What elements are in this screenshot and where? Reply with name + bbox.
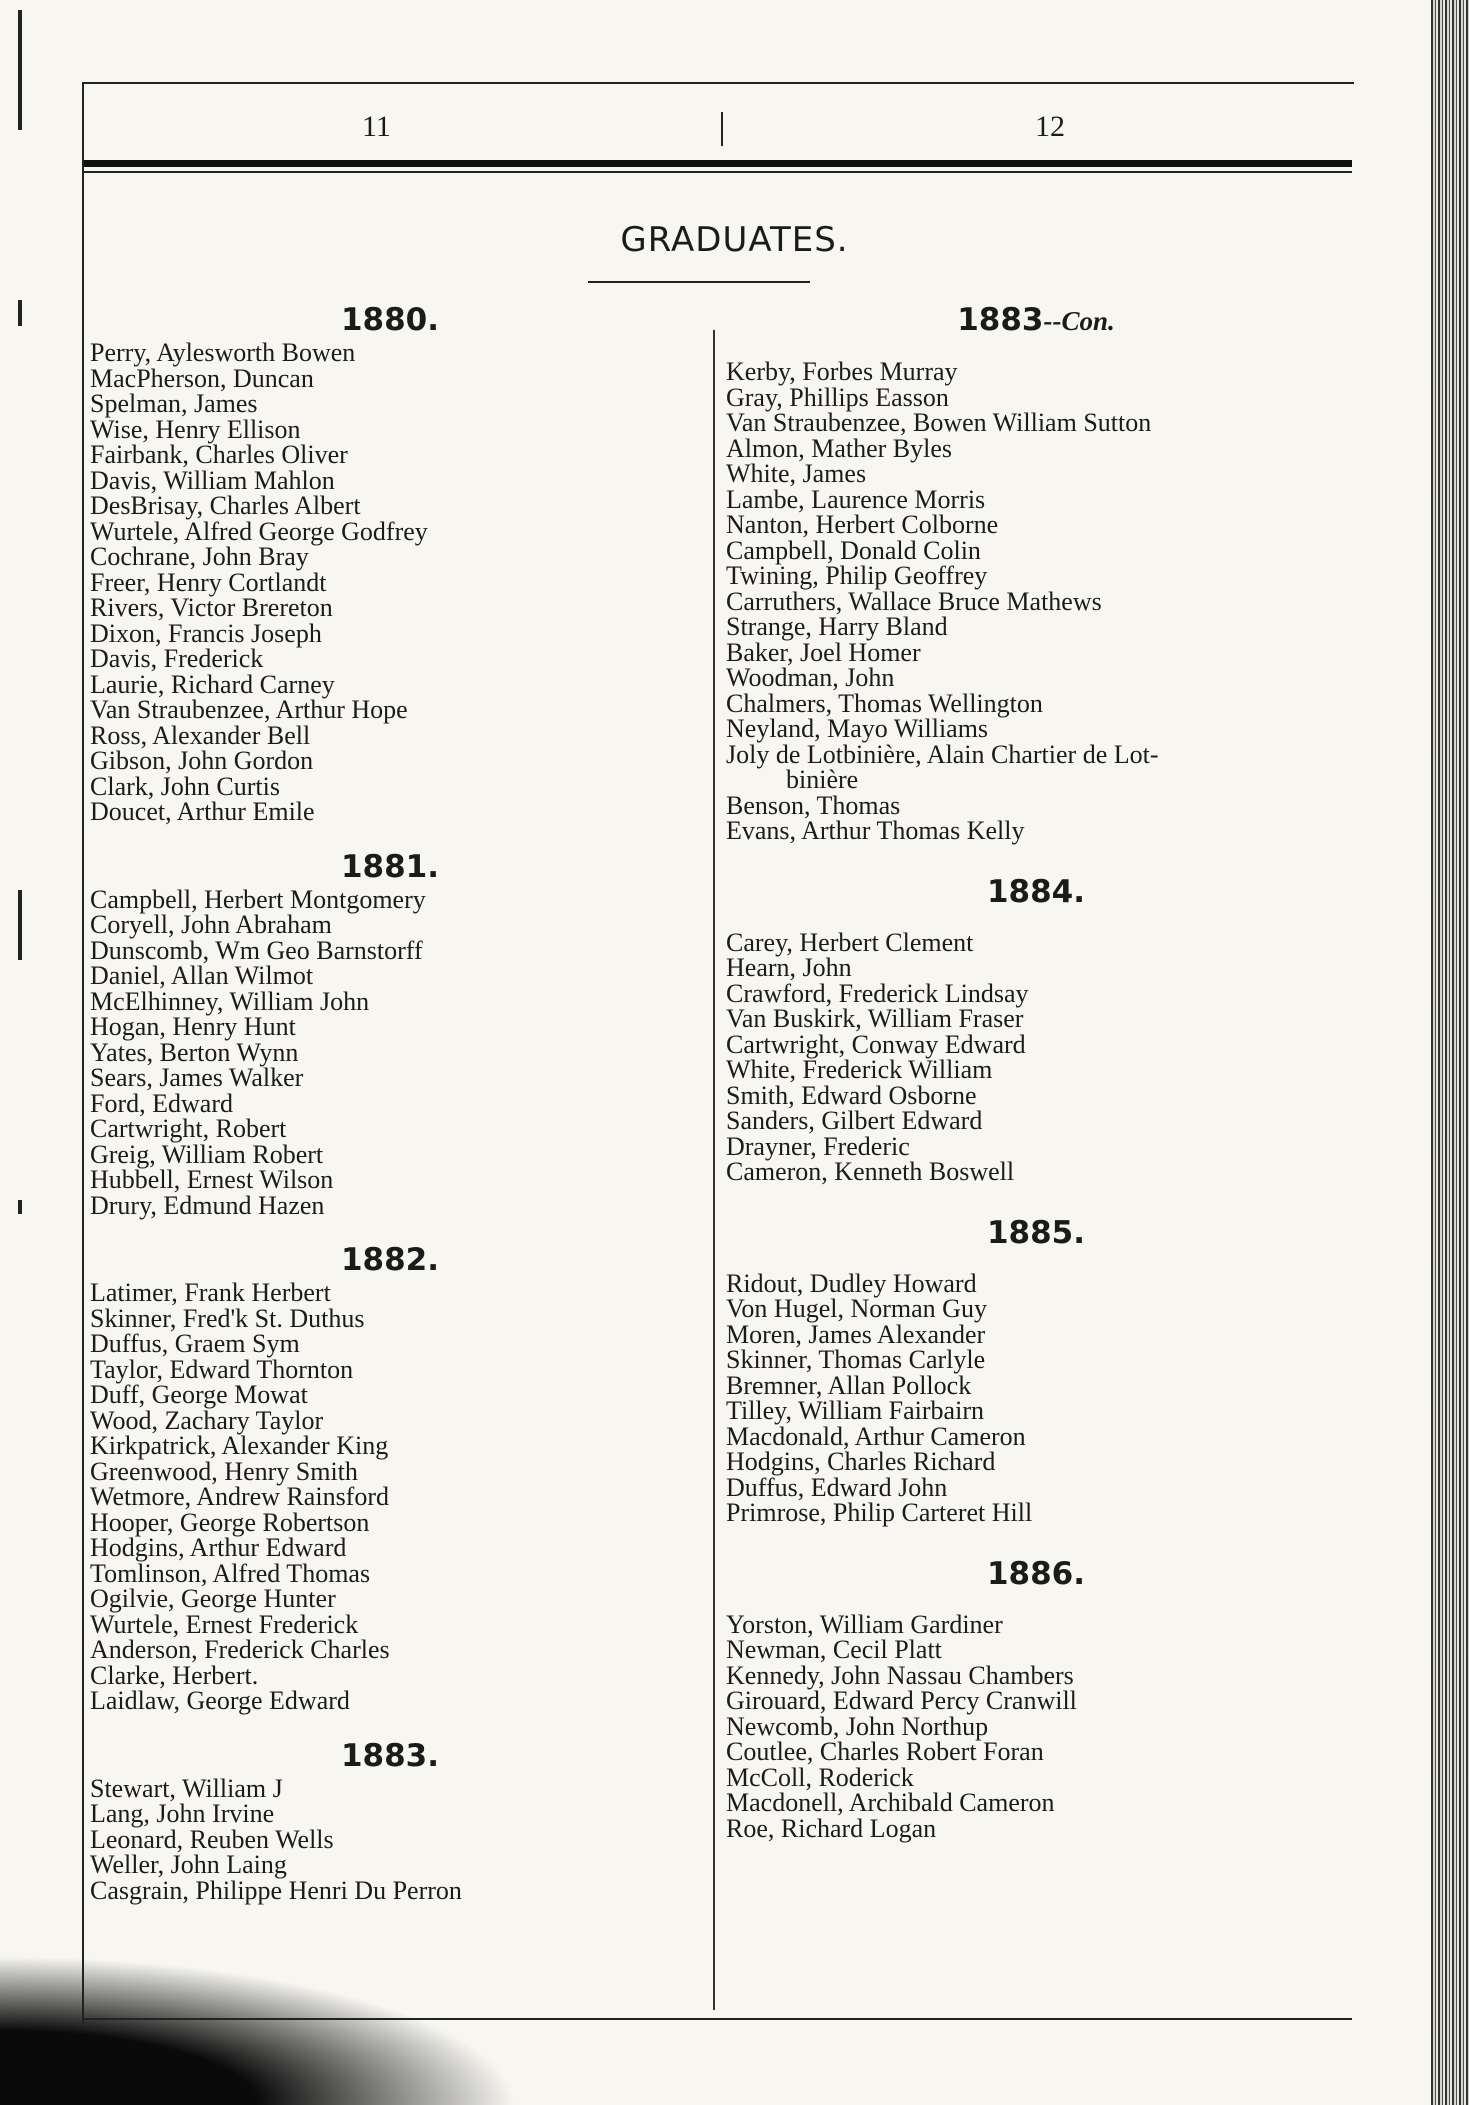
page-number-divider	[721, 112, 723, 146]
graduate-name: Skinner, Thomas Carlyle	[726, 1345, 986, 1374]
graduate-name: White, Frederick William	[726, 1055, 993, 1084]
graduate-name: Drayner, Frederic	[726, 1131, 910, 1161]
graduate-name: Benson, Thomas	[726, 790, 901, 820]
year-label: 1884.	[986, 873, 1086, 910]
footer-rule	[84, 2018, 1352, 2020]
graduate-name: Crawford, Frederick Lindsay	[726, 978, 1029, 1008]
graduate-name: Hodgins, Arthur Edward	[90, 1533, 347, 1562]
graduate-list	[90, 1280, 690, 1714]
graduate-name: Dixon, Francis Joseph	[90, 618, 322, 648]
graduate-name: Wetmore, Andrew Rainsford	[90, 1482, 389, 1511]
left-column	[90, 300, 690, 1903]
graduate-name: Bremner, Allan Pollock	[726, 1370, 972, 1400]
graduate-name: Nanton, Herbert Colborne	[726, 510, 999, 539]
year-label: 1883	[957, 302, 1044, 338]
graduate-name: Campbell, Herbert Montgomery	[90, 884, 426, 914]
graduate-name: MacPherson, Duncan	[90, 363, 314, 393]
graduate-name: Newman, Cecil Platt	[726, 1635, 942, 1664]
graduate-name: Macdonell, Archibald Cameron	[726, 1788, 1055, 1817]
year-heading	[726, 872, 1346, 912]
graduate-name: Clarke, Herbert.	[90, 1660, 259, 1690]
graduate-name: Wurtele, Alfred George Godfrey	[90, 516, 428, 546]
graduate-name: Doucet, Arthur Emile	[90, 797, 315, 826]
year-section	[726, 300, 1346, 844]
title-underline	[588, 281, 810, 283]
graduate-name: Davis, William Mahlon	[90, 465, 335, 495]
graduate-name: Sanders, Gilbert Edward	[726, 1106, 983, 1135]
graduate-name: Hearn, John	[726, 953, 852, 982]
graduate-name: Newcomb, John Northup	[726, 1711, 989, 1741]
graduate-name: Baker, Joel Homer	[726, 637, 921, 667]
graduate-name: Carey, Herbert Clement	[726, 927, 974, 957]
graduate-name: Von Hugel, Norman Guy	[726, 1294, 987, 1323]
graduate-list	[90, 1773, 690, 1905]
year-label: 1882.	[340, 1242, 440, 1278]
graduate-name: Greig, William Robert	[90, 1139, 324, 1169]
graduate-name: Laidlaw, George Edward	[90, 1686, 350, 1715]
graduate-name: Kerby, Forbes Murray	[726, 357, 958, 386]
graduate-name: White, James	[726, 459, 867, 488]
graduate-list	[726, 1268, 1346, 1527]
graduate-name: Perry, Aylesworth Bowen	[90, 338, 356, 367]
graduate-name: DesBrisay, Charles Albert	[90, 491, 361, 520]
graduate-name: Laurie, Richard Carney	[90, 669, 335, 699]
scan-edge-right	[1431, 0, 1469, 2105]
header-rule-thick	[84, 160, 1352, 167]
graduate-name: Almon, Mather Byles	[726, 433, 953, 463]
graduate-name: Spelman, James	[90, 389, 258, 418]
graduate-name: Tilley, William Fairbairn	[726, 1396, 984, 1425]
graduate-name: Skinner, Fred'k St. Duthus	[90, 1303, 365, 1333]
column-divider	[713, 330, 715, 2010]
graduate-name: Cameron, Kenneth Boswell	[726, 1157, 1015, 1186]
graduate-name: Moren, James Alexander	[726, 1319, 986, 1349]
graduate-name: Wurtele, Ernest Frederick	[90, 1609, 359, 1639]
graduate-name: Stewart, William J	[90, 1773, 283, 1803]
graduate-name: Coryell, John Abraham	[90, 910, 332, 939]
graduate-name: Ridout, Dudley Howard	[726, 1268, 977, 1298]
graduate-name: Primrose, Philip Carteret Hill	[726, 1498, 1033, 1527]
binding-mark	[18, 10, 22, 130]
year-heading	[726, 300, 1346, 341]
graduate-name: Coutlee, Charles Robert Foran	[726, 1737, 1044, 1766]
graduate-name: Cartwright, Robert	[90, 1114, 287, 1143]
year-heading	[90, 1736, 690, 1776]
graduate-name: Smith, Edward Osborne	[726, 1080, 977, 1110]
graduate-name: Neyland, Mayo Williams	[726, 714, 989, 743]
graduate-list	[726, 927, 1346, 1186]
right-column	[726, 300, 1346, 1841]
graduate-name: Duffus, Graem Sym	[90, 1329, 300, 1358]
year-section	[90, 847, 690, 1219]
graduate-name: Duff, George Mowat	[90, 1380, 308, 1409]
graduate-name: Hogan, Henry Hunt	[90, 1012, 296, 1041]
year-heading	[726, 1213, 1346, 1253]
graduate-name: Taylor, Edward Thornton	[90, 1354, 354, 1384]
graduate-name: McElhinney, William John	[90, 986, 370, 1016]
graduate-name: Girouard, Edward Percy Cranwill	[726, 1686, 1077, 1715]
header-rule-thin	[84, 171, 1352, 173]
year-heading	[90, 300, 690, 340]
graduate-name: binière	[786, 765, 859, 794]
graduate-list	[726, 1609, 1346, 1843]
graduate-name: Dunscomb, Wm Geo Barnstorff	[90, 935, 423, 965]
graduate-name: Cartwright, Conway Edward	[726, 1029, 1026, 1059]
year-section	[90, 1736, 690, 1904]
graduate-name: Kirkpatrick, Alexander King	[90, 1431, 389, 1460]
graduate-name: Van Straubenzee, Arthur Hope	[90, 695, 408, 724]
graduate-name: Tomlinson, Alfred Thomas	[90, 1558, 371, 1588]
year-section	[726, 1554, 1346, 1842]
year-label: 1881.	[340, 848, 440, 885]
graduate-name: Leonard, Reuben Wells	[90, 1824, 334, 1854]
year-section	[726, 872, 1346, 1185]
graduate-name: Hubbell, Ernest Wilson	[90, 1165, 334, 1194]
graduate-name: Latimer, Frank Herbert	[90, 1278, 331, 1307]
graduate-name: Lambe, Laurence Morris	[726, 484, 986, 514]
graduate-name: Clark, John Curtis	[90, 771, 280, 801]
graduate-name: Gray, Phillips Easson	[726, 382, 949, 412]
graduate-name: McColl, Roderick	[726, 1762, 914, 1792]
graduate-name: Wood, Zachary Taylor	[90, 1405, 324, 1435]
graduate-name: Kennedy, John Nassau Chambers	[726, 1660, 1074, 1690]
continued-label: --Con.	[1043, 306, 1115, 336]
graduate-name: Strange, Harry Bland	[726, 612, 948, 641]
graduate-list	[726, 359, 1346, 844]
graduate-name: Davis, Frederick	[90, 644, 264, 673]
graduate-name: Van Buskirk, William Fraser	[726, 1004, 1024, 1033]
graduate-name: Lang, John Irvine	[90, 1799, 275, 1828]
graduate-name: Drury, Edmund Hazen	[90, 1190, 325, 1220]
binding-mark	[18, 300, 22, 326]
graduate-name: Rivers, Victor Brereton	[90, 593, 333, 622]
year-section	[90, 300, 690, 825]
graduate-name: Duffus, Edward John	[726, 1472, 948, 1502]
left-page-number: 11	[362, 110, 391, 143]
graduate-name: Carruthers, Wallace Bruce Mathews	[726, 586, 1102, 616]
page-title: GRADUATES.	[620, 220, 849, 260]
graduate-name: Hodgins, Charles Richard	[726, 1447, 996, 1476]
graduate-name: Yates, Berton Wynn	[90, 1037, 299, 1067]
graduate-name: Fairbank, Charles Oliver	[90, 440, 348, 469]
graduate-list	[90, 884, 690, 1220]
graduate-name: Weller, John Laing	[90, 1850, 287, 1879]
graduate-name: Ford, Edward	[90, 1088, 233, 1118]
graduate-name: Greenwood, Henry Smith	[90, 1456, 358, 1486]
graduate-name: Hooper, George Robertson	[90, 1507, 370, 1537]
graduate-name: Cochrane, John Bray	[90, 542, 309, 571]
graduate-name: Twining, Philip Geoffrey	[726, 561, 988, 590]
graduate-name: Joly de Lotbinière, Alain Chartier de Lot-	[726, 739, 1159, 769]
graduate-name: Campbell, Donald Colin	[726, 535, 981, 565]
year-heading	[726, 1554, 1346, 1594]
graduate-name: Sears, James Walker	[90, 1063, 304, 1092]
graduate-name: Evans, Arthur Thomas Kelly	[726, 816, 1025, 845]
graduate-name: Ross, Alexander Bell	[90, 720, 311, 750]
year-section	[726, 1213, 1346, 1526]
graduate-name: Yorston, William Gardiner	[726, 1609, 1003, 1639]
graduate-list	[90, 340, 690, 825]
year-label: 1885.	[986, 1214, 1086, 1251]
graduate-name: Roe, Richard Logan	[726, 1813, 937, 1843]
graduate-name: Van Straubenzee, Bowen William Sutton	[726, 408, 1152, 437]
graduate-name: Freer, Henry Cortlandt	[90, 567, 327, 597]
year-label: 1880.	[340, 302, 440, 338]
graduate-name: Anderson, Frederick Charles	[90, 1635, 390, 1664]
year-section	[90, 1240, 690, 1714]
year-label: 1886.	[986, 1555, 1086, 1592]
graduate-name: Macdonald, Arthur Cameron	[726, 1421, 1026, 1451]
graduate-name: Daniel, Allan Wilmot	[90, 961, 314, 990]
year-label: 1883.	[340, 1737, 440, 1774]
graduate-name: Ogilvie, George Hunter	[90, 1584, 336, 1613]
binding-mark	[18, 1200, 22, 1214]
graduate-name: Woodman, John	[726, 663, 895, 692]
binding-mark	[18, 890, 22, 960]
graduate-name: Chalmers, Thomas Wellington	[726, 688, 1043, 718]
year-heading	[90, 1240, 690, 1280]
graduate-name: Wise, Henry Ellison	[90, 414, 301, 444]
year-heading	[90, 847, 690, 887]
graduate-name: Casgrain, Philippe Henri Du Perron	[90, 1875, 462, 1905]
graduate-name: Gibson, John Gordon	[90, 746, 314, 775]
right-page-number: 12	[1035, 110, 1065, 143]
